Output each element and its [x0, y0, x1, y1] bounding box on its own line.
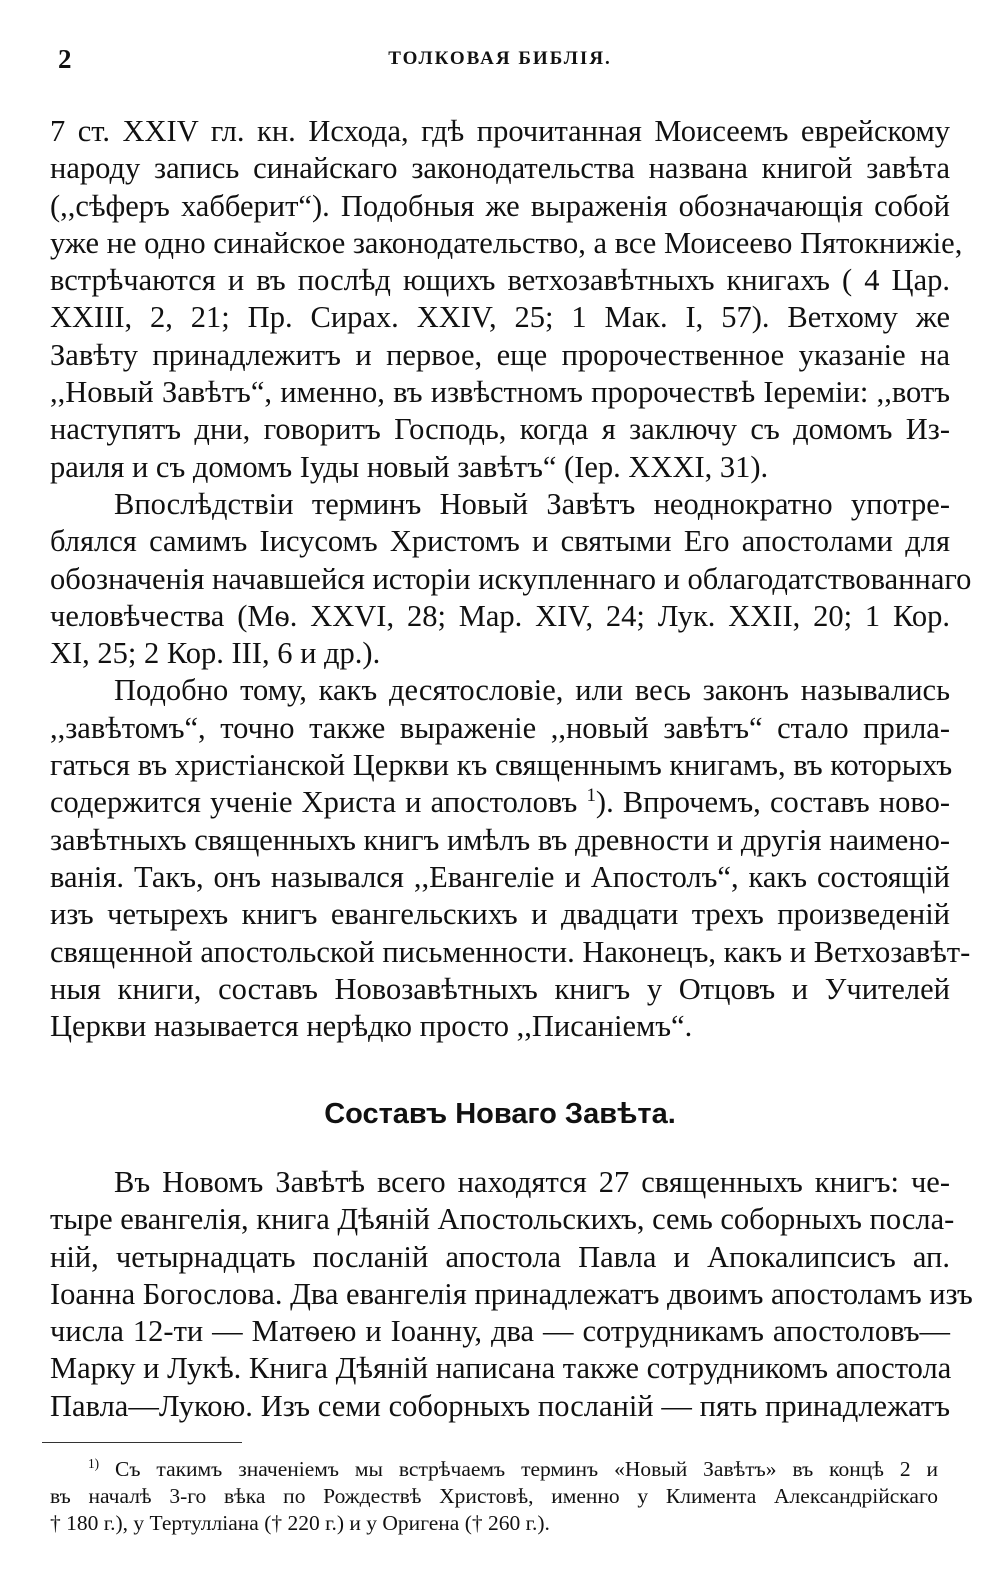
- text-line: Іоанна Богослова. Два евангелія принадлежатъ двоимъ апостоламъ изъ: [50, 1276, 973, 1311]
- text-line: народу запись синайскаго законодательства названа книгой завѣта: [50, 151, 950, 186]
- text-line: Впослѣдствіи терминъ Новый Завѣтъ неоднократно употре-: [114, 486, 950, 521]
- text-line: содержится ученіе Христа и апостоловъ $^1$). Впрочемъ, составъ ново-: [50, 785, 950, 820]
- section-heading: Составъ Новаго Завѣта.: [324, 1098, 676, 1130]
- footnote-reference: 1: [586, 785, 596, 807]
- text-line: Марку и Лукѣ. Книга Дѣяній написана также сотрудникомъ апостола: [50, 1351, 952, 1386]
- text-line: наступятъ дни, говоритъ Господь, когда я заключу съ домомъ Из-: [50, 412, 950, 447]
- text-line: Завѣту принадлежитъ и первое, еще пророчественное указаніе на: [50, 337, 950, 372]
- text-line: числа 12-ти — Матѳею и Іоанну, два — сотрудникамъ апостоловъ—: [50, 1314, 950, 1349]
- footnotes: [50, 1456, 938, 1537]
- text-line: тыре евангелія, книга Дѣяній Апостольскихъ, семь соборныхъ посла-: [50, 1202, 955, 1237]
- text-line: обозначенія начавшейся исторіи искупленнаго и облагодатствованнаго: [50, 561, 972, 596]
- text-line: встрѣчаются и въ послѣд ющихъ ветхозавѣтныхъ книгахъ ( 4 Цар.: [50, 263, 950, 298]
- text-line: 7 ст. XXIV гл. кн. Исхода, гдѣ прочитанная Моисеемъ еврейскому: [50, 114, 950, 148]
- text-line: ванія. Такъ, онъ назывался ,,Евангеліе и Апостолъ“, какъ состоящій: [50, 859, 950, 894]
- text-line: ныя книги, составъ Новозавѣтныхъ книгъ у Отцовъ и Учителей: [50, 971, 950, 1006]
- text-line: гаться въ христіанской Церкви къ священнымъ книгамъ, въ которыхъ: [50, 748, 953, 783]
- page-number: 2: [58, 44, 72, 74]
- text-line: XI, 25; 2 Кор. III, 6 и др.).: [50, 636, 381, 671]
- text-line: изъ четырехъ книгъ евангельскихъ и двадцати трехъ произведеній: [50, 897, 950, 932]
- text-line: священной апостольской письменности. Наконецъ, какъ и Ветхозавѣт-: [50, 934, 971, 969]
- text-line: Подобно тому, какъ десятословіе, или весь законъ назывались: [114, 673, 950, 708]
- text-line: ній, четырнадцать посланій апостола Павла и Апокалипсисъ ап.: [50, 1239, 950, 1274]
- running-head: ТОЛКОВАЯ БИБЛІЯ.: [388, 48, 612, 69]
- body-text-block: [50, 113, 972, 1045]
- text-line: ,,завѣтомъ“, точно также выраженіе ,,новый завѣтъ“ стало прила-: [50, 710, 950, 745]
- text-line: раиля и съ домомъ Іуды новый завѣтъ“ (Іер. XXXI, 31).: [50, 449, 769, 484]
- text-line: человѣчества (Мѳ. XXVI, 28; Мар. XIV, 24; Лук. XXII, 20; 1 Кор.: [50, 598, 950, 633]
- text-line: Павла—Лукою. Изъ семи соборныхъ посланій — пять принадлежатъ: [50, 1388, 950, 1423]
- text-line: уже не одно синайское законодательство, а все Моисеево Пятокнижіе,: [50, 225, 963, 260]
- text-line: завѣтныхъ священныхъ книгъ имѣлъ въ древности и другія наимено-: [50, 822, 950, 857]
- footnote-line: [50, 1456, 938, 1483]
- text-line: Церкви называется нерѣдко просто ,,Писаніемъ“.: [50, 1009, 693, 1044]
- text-line: блялся самимъ Іисусомъ Христомъ и святыми Его апостолами для: [50, 524, 950, 559]
- footnote-line: † 180 г.), у Тертулліана († 220 г.) и у Оригена († 260 г.).: [50, 1511, 550, 1535]
- footnote-marker: 1): [88, 1455, 100, 1471]
- text-line: XXIII, 2, 21; Пр. Сирах. XXIV, 25; 1 Мак. I, 57). Ветхому же: [50, 300, 950, 335]
- text-line: Въ Новомъ Завѣтѣ всего находятся 27 священныхъ книгъ: че-: [114, 1165, 950, 1199]
- text-line: (,,сѣферъ хабберит“). Подобныя же выраженія обозначающія собой: [50, 188, 950, 223]
- text-line: ,,Новый Завѣтъ“, именно, въ извѣстномъ пророчествѣ Іереміи: ,,вотъ: [50, 375, 950, 410]
- footnote-text: Съ такимъ значеніемъ мы встрѣчаемъ терминъ «Новый Завѣтъ» въ концѣ 2 и: [115, 1457, 938, 1481]
- footnote-line: въ началѣ 3-го вѣка по Рождествѣ Христовѣ, именно у Климента Александрійскаго: [50, 1484, 938, 1508]
- section-body-text: [50, 1164, 973, 1425]
- footnote-rule: [42, 1442, 242, 1443]
